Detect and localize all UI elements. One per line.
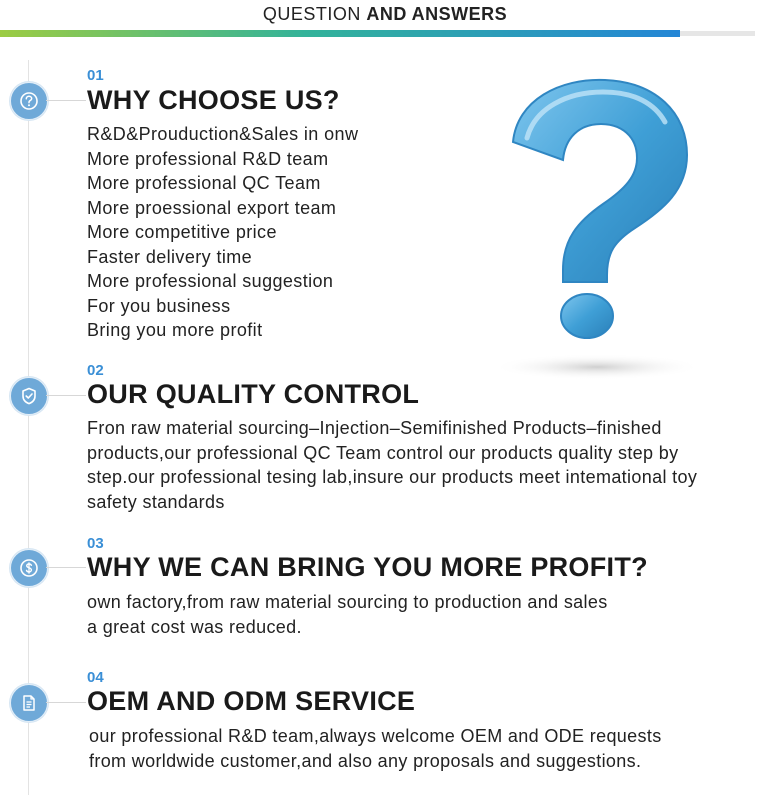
section-number: 03: [87, 535, 104, 552]
section-title: OEM AND ODM SERVICE: [87, 686, 416, 716]
body-line: For you business: [87, 295, 231, 316]
header-bar-track: [680, 31, 755, 36]
section-title: OUR QUALITY CONTROL: [87, 379, 420, 409]
section-icon-circle: [10, 82, 48, 120]
body-line: own factory,from raw material sourcing to production and sales: [87, 592, 608, 612]
page-title-light: QUESTION: [262, 4, 361, 24]
dollar-coin-icon: [19, 558, 39, 578]
page-header: [0, 0, 770, 40]
body-line: products,our professional QC Team control our products quality step by: [87, 442, 679, 463]
section-icon-circle: [10, 549, 48, 587]
document-icon: [19, 693, 39, 713]
question-mark-illustration: [495, 70, 705, 390]
body-line: Fron raw material sourcing–Injection–Semifinished Products–finished: [87, 418, 662, 438]
body-line: More professional QC Team: [87, 173, 321, 193]
body-line: a great cost was reduced.: [87, 616, 302, 637]
section-number: 04: [87, 669, 104, 686]
page-title: [0, 4, 770, 25]
body-line: More proessional export team: [87, 197, 337, 218]
connector-line: [46, 702, 86, 703]
section-number: 01: [87, 67, 104, 84]
page-title-bold: AND ANSWERS: [366, 4, 508, 24]
section-body: [87, 122, 358, 343]
body-line: Faster delivery time: [87, 246, 253, 267]
body-line: Bring you more profit: [87, 320, 263, 340]
section-icon-circle: [10, 377, 48, 415]
body-line: More professional suggestion: [87, 271, 334, 291]
body-line: safety standards: [87, 491, 225, 512]
body-line: More competitive price: [87, 222, 277, 242]
section-body: [87, 416, 762, 514]
section-body: [87, 590, 762, 639]
connector-line: [46, 567, 86, 568]
shield-check-icon: [19, 386, 39, 406]
section-body: [89, 724, 764, 773]
body-line: step.our professional tesing lab,insure our products meet intemational toy: [87, 467, 698, 487]
body-line: our professional R&D team,always welcome OEM and ODE requests: [89, 726, 662, 746]
section-number: 02: [87, 362, 104, 379]
question-icon: [19, 91, 39, 111]
section-icon-circle: [10, 684, 48, 722]
section-title: WHY WE CAN BRING YOU MORE PROFIT?: [87, 552, 648, 582]
body-line: R&D&Prouduction&Sales in onw: [87, 124, 359, 144]
connector-line: [46, 395, 86, 396]
connector-line: [46, 100, 86, 101]
body-line: from worldwide customer,and also any proposals and suggestions.: [89, 750, 642, 771]
body-line: More professional R&D team: [87, 148, 329, 169]
section-title: WHY CHOOSE US?: [87, 85, 340, 115]
header-gradient-bar: [0, 30, 680, 37]
